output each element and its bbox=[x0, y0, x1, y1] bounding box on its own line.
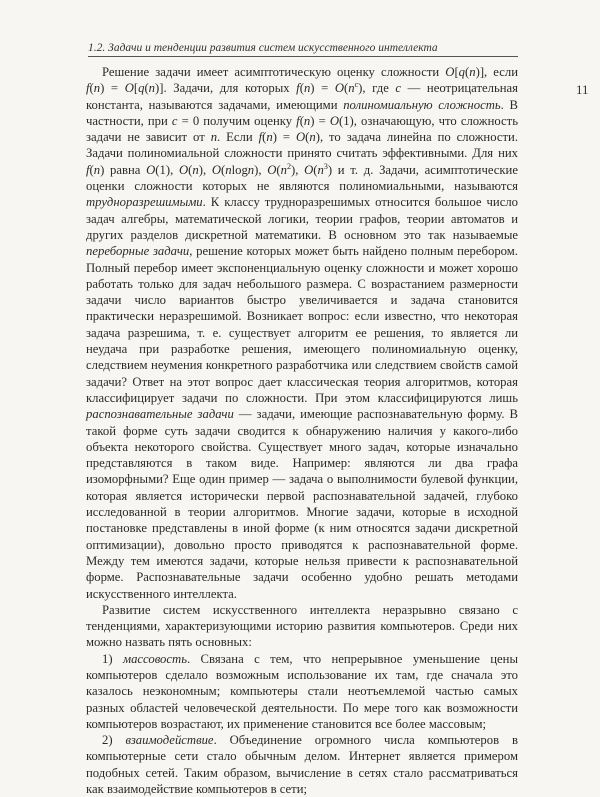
paragraph-trend-interaction bbox=[86, 732, 518, 797]
paragraph-trends-intro bbox=[86, 602, 518, 651]
italic-term: O bbox=[146, 162, 156, 177]
superscript: 3 bbox=[323, 161, 328, 171]
text-run: ) = bbox=[310, 113, 330, 128]
text-run: = 0 получим оценку bbox=[177, 113, 297, 128]
italic-term: O bbox=[124, 81, 134, 96]
text-run: — неотрицательная константа, называются задачами, имеющими bbox=[86, 81, 519, 112]
italic-term: c bbox=[395, 81, 402, 96]
text-run: — задачи, имеющие распознавательную форму. В такой форме суть задачи сводится к обнаружению наличия у какого-либо объекта некоторого свойства. Существует много задач, которые изначально представляются в таком виде. Например: являются ли два графа изоморфными? Еще один пример — задача о выполнимости булевой функции, которая является исторически первой распознавательной задачей, глубоко исследованной в теории алгоритмов. Многие задачи, которые в исходной постановке представлены в иной форме (к ним относятся задачи дискретной оптимизации), довольно просто приводятся к распознавательной форме. Между тем имеются задачи, которые нельзя привести к распознавательной форме. Распознавательные задачи особенно удобно решать методами искусственного интеллекта. bbox=[86, 407, 518, 601]
text-run: ), bbox=[254, 162, 268, 177]
italic-term: q bbox=[138, 81, 145, 96]
italic-term: n bbox=[247, 162, 255, 177]
text-run: ) равна bbox=[100, 162, 147, 177]
text-run: . К классу трудноразрешимых относится большое число задач алгебры, математической логики, теории графов, теории автоматов и других разделов дискретной математики. В основном это так называемые bbox=[86, 195, 518, 242]
text-run: ( bbox=[262, 130, 267, 145]
text-run: . Связана с тем, что непрерывное уменьшение цены компьютеров сделало возможным использование их там, где сначала это казалось неэкономным; компьютеры стали неотъемлемой частью самых разных областей человеческой деятельности. По мере того как возможности компьютеров возрастают, их применение становится все более массовым; bbox=[86, 651, 518, 731]
italic-term: полиномиальную сложность bbox=[343, 97, 501, 112]
text-run: ( bbox=[299, 81, 304, 96]
text-run: Решение задачи имеет асимптотическую оценку сложности bbox=[102, 65, 446, 79]
italic-term: n bbox=[280, 162, 287, 177]
italic-term: n bbox=[148, 81, 156, 96]
text-run: ( bbox=[221, 162, 226, 177]
text-run: , решение которых может быть найдено полным перебором. Полный перебор имеет экспоненциальную оценку сложности и может хорошо работать только для задач небольшого размера. С возрастанием размерности задачи число вариантов быстро увеличивается и задача становится практически неразрешимой. Возникает вопрос: если известно, что некоторая задача разрешима, т. е. существует алгоритм ее решения, то является ли неудача при разработке решения, имеющего полиномиальную оценку, следствием неумения конкретного разработчика или следствием свойств самой задачи? Ответ на этот вопрос дает классическая теория алгоритмов, которая классифицирует задачи по сложности. При этом классифицируются лишь bbox=[86, 244, 518, 405]
italic-term: c bbox=[171, 113, 178, 128]
italic-term: O bbox=[178, 162, 189, 177]
text-run: ( bbox=[465, 65, 470, 79]
text-run: 2) bbox=[102, 733, 126, 748]
running-title: 1.2. Задачи и тенденции развития систем искусственного интеллекта bbox=[88, 42, 438, 54]
italic-term: взаимодействие bbox=[125, 733, 214, 748]
text-run: 1) bbox=[102, 651, 123, 666]
italic-term: n bbox=[93, 81, 101, 96]
text-run: ) = bbox=[100, 81, 125, 96]
text-run: . В частности, при bbox=[86, 97, 518, 128]
italic-term: n bbox=[303, 113, 311, 128]
text-run: Развитие систем искусственного интеллекта неразрывно связано с тенденциями, характеризующими историю развития компьютеров. Среди них можно назвать пять основных: bbox=[86, 602, 518, 650]
text-run: )], если bbox=[475, 65, 519, 79]
text-run: ), то задача линейна по сложности. Задачи полиномиальной сложности принято считать эффективными. Для них bbox=[86, 130, 518, 161]
italic-term: f bbox=[86, 81, 90, 96]
text-run: ), bbox=[198, 162, 212, 177]
paragraph-complexity bbox=[86, 64, 518, 602]
italic-term: n bbox=[225, 162, 232, 177]
text-run: ( bbox=[344, 81, 349, 96]
italic-term: O bbox=[445, 65, 455, 79]
italic-term: n bbox=[210, 130, 218, 145]
italic-term: n bbox=[309, 130, 316, 145]
italic-term: n bbox=[469, 65, 476, 79]
text-run: ( bbox=[89, 162, 94, 177]
text-run: (1), означающую, что сложность задачи не зависит от bbox=[86, 113, 518, 145]
text-run: ( bbox=[89, 81, 94, 96]
body-text bbox=[86, 64, 518, 797]
italic-term: массовость bbox=[122, 651, 187, 666]
text-run: )]. Задачи, для которых bbox=[155, 81, 297, 96]
text-run: [ bbox=[133, 81, 139, 96]
italic-term: O bbox=[295, 130, 306, 145]
superscript: c bbox=[354, 80, 359, 90]
text-run: ), bbox=[291, 162, 305, 177]
page-number: 11 bbox=[576, 82, 589, 97]
text-run: ( bbox=[144, 81, 149, 96]
italic-term: O bbox=[329, 113, 339, 128]
italic-term: f bbox=[86, 162, 90, 177]
italic-term: распознавательные задачи bbox=[86, 407, 234, 422]
superscript: 2 bbox=[287, 161, 291, 171]
text-run: ( bbox=[305, 130, 310, 145]
text-run: . Если bbox=[217, 130, 259, 145]
paragraph-trend-mass-use bbox=[86, 651, 518, 732]
italic-term: q bbox=[458, 65, 466, 79]
italic-term: n bbox=[303, 81, 311, 96]
text-run: . Объединение огромного числа компьютеров в компьютерные сети стало обычным делом. Интернет является примером подобных сетей. Таким образом, вычисление в сетях стало рассматриваться как взаимодействие компьютеров в сети; bbox=[86, 733, 518, 797]
text-run: (1), bbox=[155, 162, 179, 177]
italic-term: O bbox=[334, 81, 345, 96]
text-run: ) = bbox=[272, 130, 296, 145]
italic-term: n bbox=[192, 162, 199, 177]
italic-term: f bbox=[296, 81, 300, 96]
text-run: ( bbox=[276, 162, 281, 177]
text-run: ( bbox=[188, 162, 193, 177]
italic-term: n bbox=[317, 162, 324, 177]
text-run: ), где bbox=[358, 81, 396, 96]
text-run: ( bbox=[313, 162, 318, 177]
text-run: [ bbox=[454, 65, 459, 79]
italic-term: f bbox=[296, 113, 300, 128]
italic-term: O bbox=[304, 162, 314, 177]
text-run: ) и т. д. Задачи, асимптотические оценки сложности которых не являются полиномиальными, называются bbox=[86, 162, 518, 194]
italic-term: O bbox=[267, 162, 277, 177]
text-run: ) = bbox=[310, 81, 335, 96]
text-run: ( bbox=[299, 113, 304, 128]
italic-term: f bbox=[258, 130, 263, 145]
text-run: log bbox=[231, 162, 248, 177]
italic-term: n bbox=[348, 81, 355, 96]
italic-term: n bbox=[93, 162, 101, 177]
italic-term: n bbox=[266, 130, 273, 145]
italic-term: переборные задачи bbox=[86, 244, 190, 259]
italic-term: O bbox=[211, 162, 221, 177]
italic-term: трудноразрешимыми bbox=[86, 195, 203, 210]
